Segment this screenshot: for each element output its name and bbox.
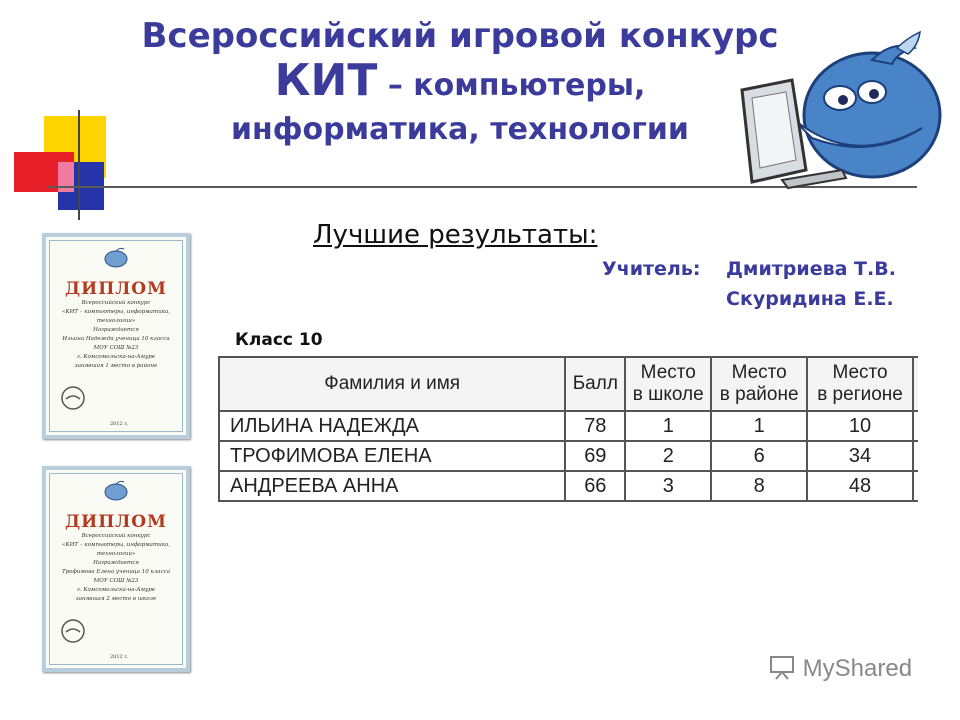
header-region-place: Место в регионе xyxy=(807,357,913,411)
cell-school-place: 2 xyxy=(625,441,711,471)
cell-region-place: 34 xyxy=(807,441,913,471)
title-kit: КИТ xyxy=(274,55,378,106)
cell-district-place: 6 xyxy=(711,441,807,471)
cell-school-place: 1 xyxy=(625,411,711,441)
table-header-row xyxy=(219,357,918,411)
teacher-line-1 xyxy=(602,254,896,284)
whale-mascot-illustration xyxy=(722,20,946,190)
diploma-line: Награждается xyxy=(93,560,139,566)
diploma-line: МОУ СОШ №23 xyxy=(93,578,139,584)
header-score: Балл xyxy=(565,357,625,411)
cell-region-place: 48 xyxy=(807,471,913,501)
cell-district-place: 1 xyxy=(711,411,807,441)
diploma-seal-icon xyxy=(60,385,86,411)
slide-title xyxy=(120,14,800,151)
diploma-title: ДИПЛОМ xyxy=(65,512,167,532)
diploma-line: Награждается xyxy=(93,327,139,333)
diploma-line: Всероссийский конкурс xyxy=(81,300,151,306)
diploma-line: «КИТ – компьютеры, информатика, технологии» xyxy=(61,542,171,557)
teacher-block xyxy=(602,254,896,314)
diploma-1 xyxy=(42,233,190,439)
cell-name: АНДРЕЕВА АННА xyxy=(219,471,565,501)
table-row xyxy=(219,411,918,441)
diploma-year: 2012 г. xyxy=(110,421,129,427)
diploma-line: г. Комсомольска-на-Амуре xyxy=(76,587,156,593)
header-school-place: Место в школе xyxy=(625,357,711,411)
results-table-block xyxy=(218,322,918,500)
results-heading: Лучшие результаты: xyxy=(313,220,598,250)
header-cut-column xyxy=(913,357,918,411)
presentation-icon xyxy=(768,654,796,680)
results-table xyxy=(218,356,918,502)
cell-cut xyxy=(913,411,918,441)
diploma-line: МОУ СОШ №23 xyxy=(93,345,139,351)
teacher-label: Учитель: xyxy=(602,258,701,280)
cell-name: ИЛЬИНА НАДЕЖДА xyxy=(219,411,565,441)
cell-cut xyxy=(913,441,918,471)
diploma-title: ДИПЛОМ xyxy=(65,279,167,299)
diploma-line: занявшая 2 место в школе xyxy=(75,596,157,602)
title-line-1: Всероссийский игровой конкурс xyxy=(141,16,779,56)
class-label: Класс 10 xyxy=(235,330,323,350)
title-line-3: информатика, технологии xyxy=(231,112,689,147)
cell-region-place: 10 xyxy=(807,411,913,441)
cell-district-place: 8 xyxy=(711,471,807,501)
title-line-2-rest: – компьютеры, xyxy=(377,68,646,103)
cell-score: 66 xyxy=(565,471,625,501)
diploma-line: «КИТ – компьютеры, информатика, технологии» xyxy=(61,309,171,324)
diploma-line: г. Комсомольска-на-Амуре xyxy=(76,354,156,360)
table-row xyxy=(219,441,918,471)
cell-score: 78 xyxy=(565,411,625,441)
header-district-place: Место в районе xyxy=(711,357,807,411)
title-line-2 xyxy=(120,55,800,109)
cell-school-place: 3 xyxy=(625,471,711,501)
table-row xyxy=(219,471,918,501)
diploma-year: 2012 г. xyxy=(110,654,129,660)
diploma-seal-icon xyxy=(60,618,86,644)
diploma-line: Трофимова Елена ученица 10 класса xyxy=(61,569,171,575)
cell-cut xyxy=(913,471,918,501)
teacher-name-2: Скуридина Е.Е. xyxy=(726,288,894,310)
diploma-line: Ильина Надежда ученица 10 класса xyxy=(62,336,170,342)
teacher-name-1: Дмитриева Т.В. xyxy=(726,258,896,280)
diploma-2 xyxy=(42,466,190,672)
diploma-line: занявшая 1 место в районе xyxy=(74,363,158,369)
cell-name: ТРОФИМОВА ЕЛЕНА xyxy=(219,441,565,471)
myshared-watermark xyxy=(768,654,912,683)
watermark-text: MyShared xyxy=(802,655,913,682)
deco-vertical-line xyxy=(78,110,80,220)
cell-score: 69 xyxy=(565,441,625,471)
diploma-line: Всероссийский конкурс xyxy=(81,533,151,539)
header-name: Фамилия и имя xyxy=(219,357,565,411)
